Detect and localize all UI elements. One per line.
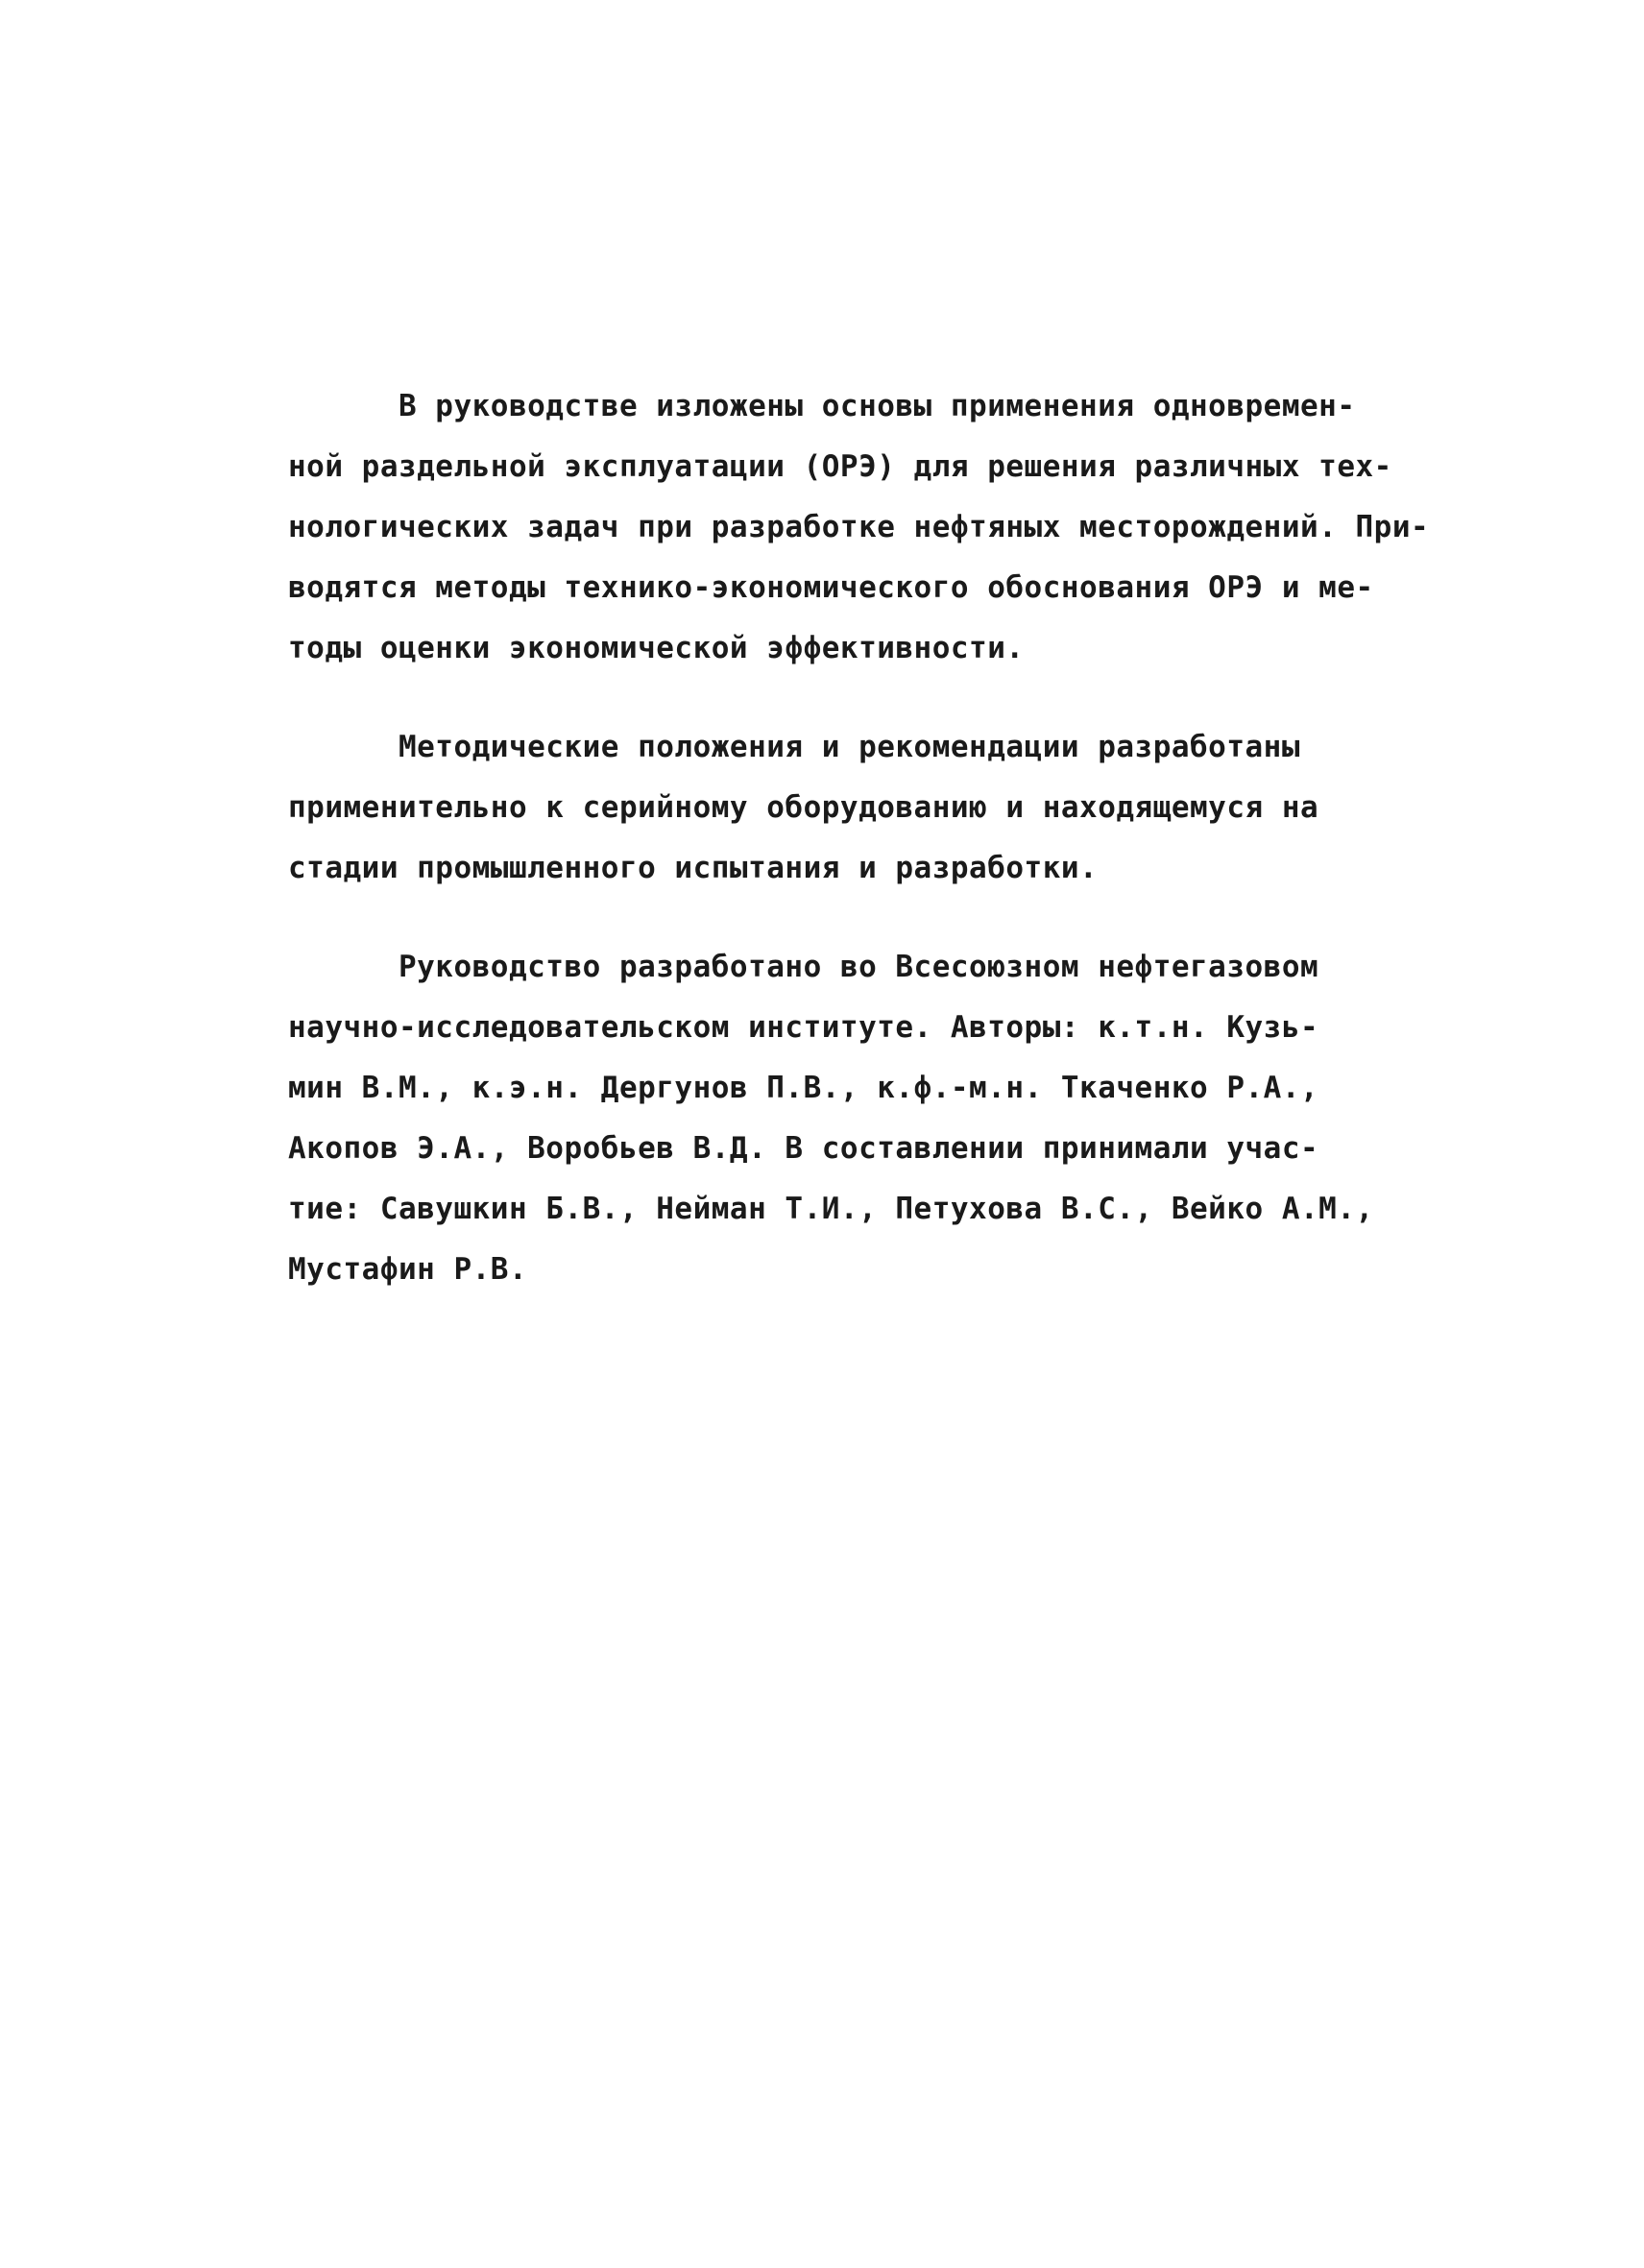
text-line: водятся методы технико-экономического обоснования ОРЭ и ме- (288, 570, 1374, 605)
text-line: стадии промышленного испытания и разработки. (288, 851, 1099, 885)
paragraph-summary (288, 376, 1498, 679)
text-line: нологических задач при разработке нефтяных месторождений. При- (288, 510, 1430, 544)
text-line: Мустафин Р.В. (288, 1252, 528, 1287)
text-line: научно-исследовательском институте. Авторы: к.т.н. Кузь- (288, 1010, 1319, 1045)
paragraph-authors (288, 937, 1498, 1300)
text-line: Акопов Э.А., Воробьев В.Д. В составлении принимали учас- (288, 1131, 1319, 1166)
text-line: Руководство разработано во Всесоюзном нефтегазовом (288, 950, 1319, 984)
text-line: Методические положения и рекомендации разработаны (288, 730, 1300, 764)
text-line: ной раздельной эксплуатации (ОРЭ) для решения различных тех- (288, 449, 1392, 484)
paragraph-methodology (288, 717, 1498, 899)
text-line: применительно к серийному оборудованию и находящемуся на (288, 790, 1319, 825)
text-line: тоды оценки экономической эффективности. (288, 631, 1025, 665)
text-line: тие: Савушкин Б.В., Нейман Т.И., Петухова В.С., Вейко А.М., (288, 1192, 1374, 1226)
document-text (288, 376, 1498, 1339)
text-line: В руководстве изложены основы применения одновремен- (288, 389, 1356, 423)
text-line: мин В.М., к.э.н. Дергунов П.В., к.ф.-м.н. Ткаченко Р.А., (288, 1071, 1319, 1105)
